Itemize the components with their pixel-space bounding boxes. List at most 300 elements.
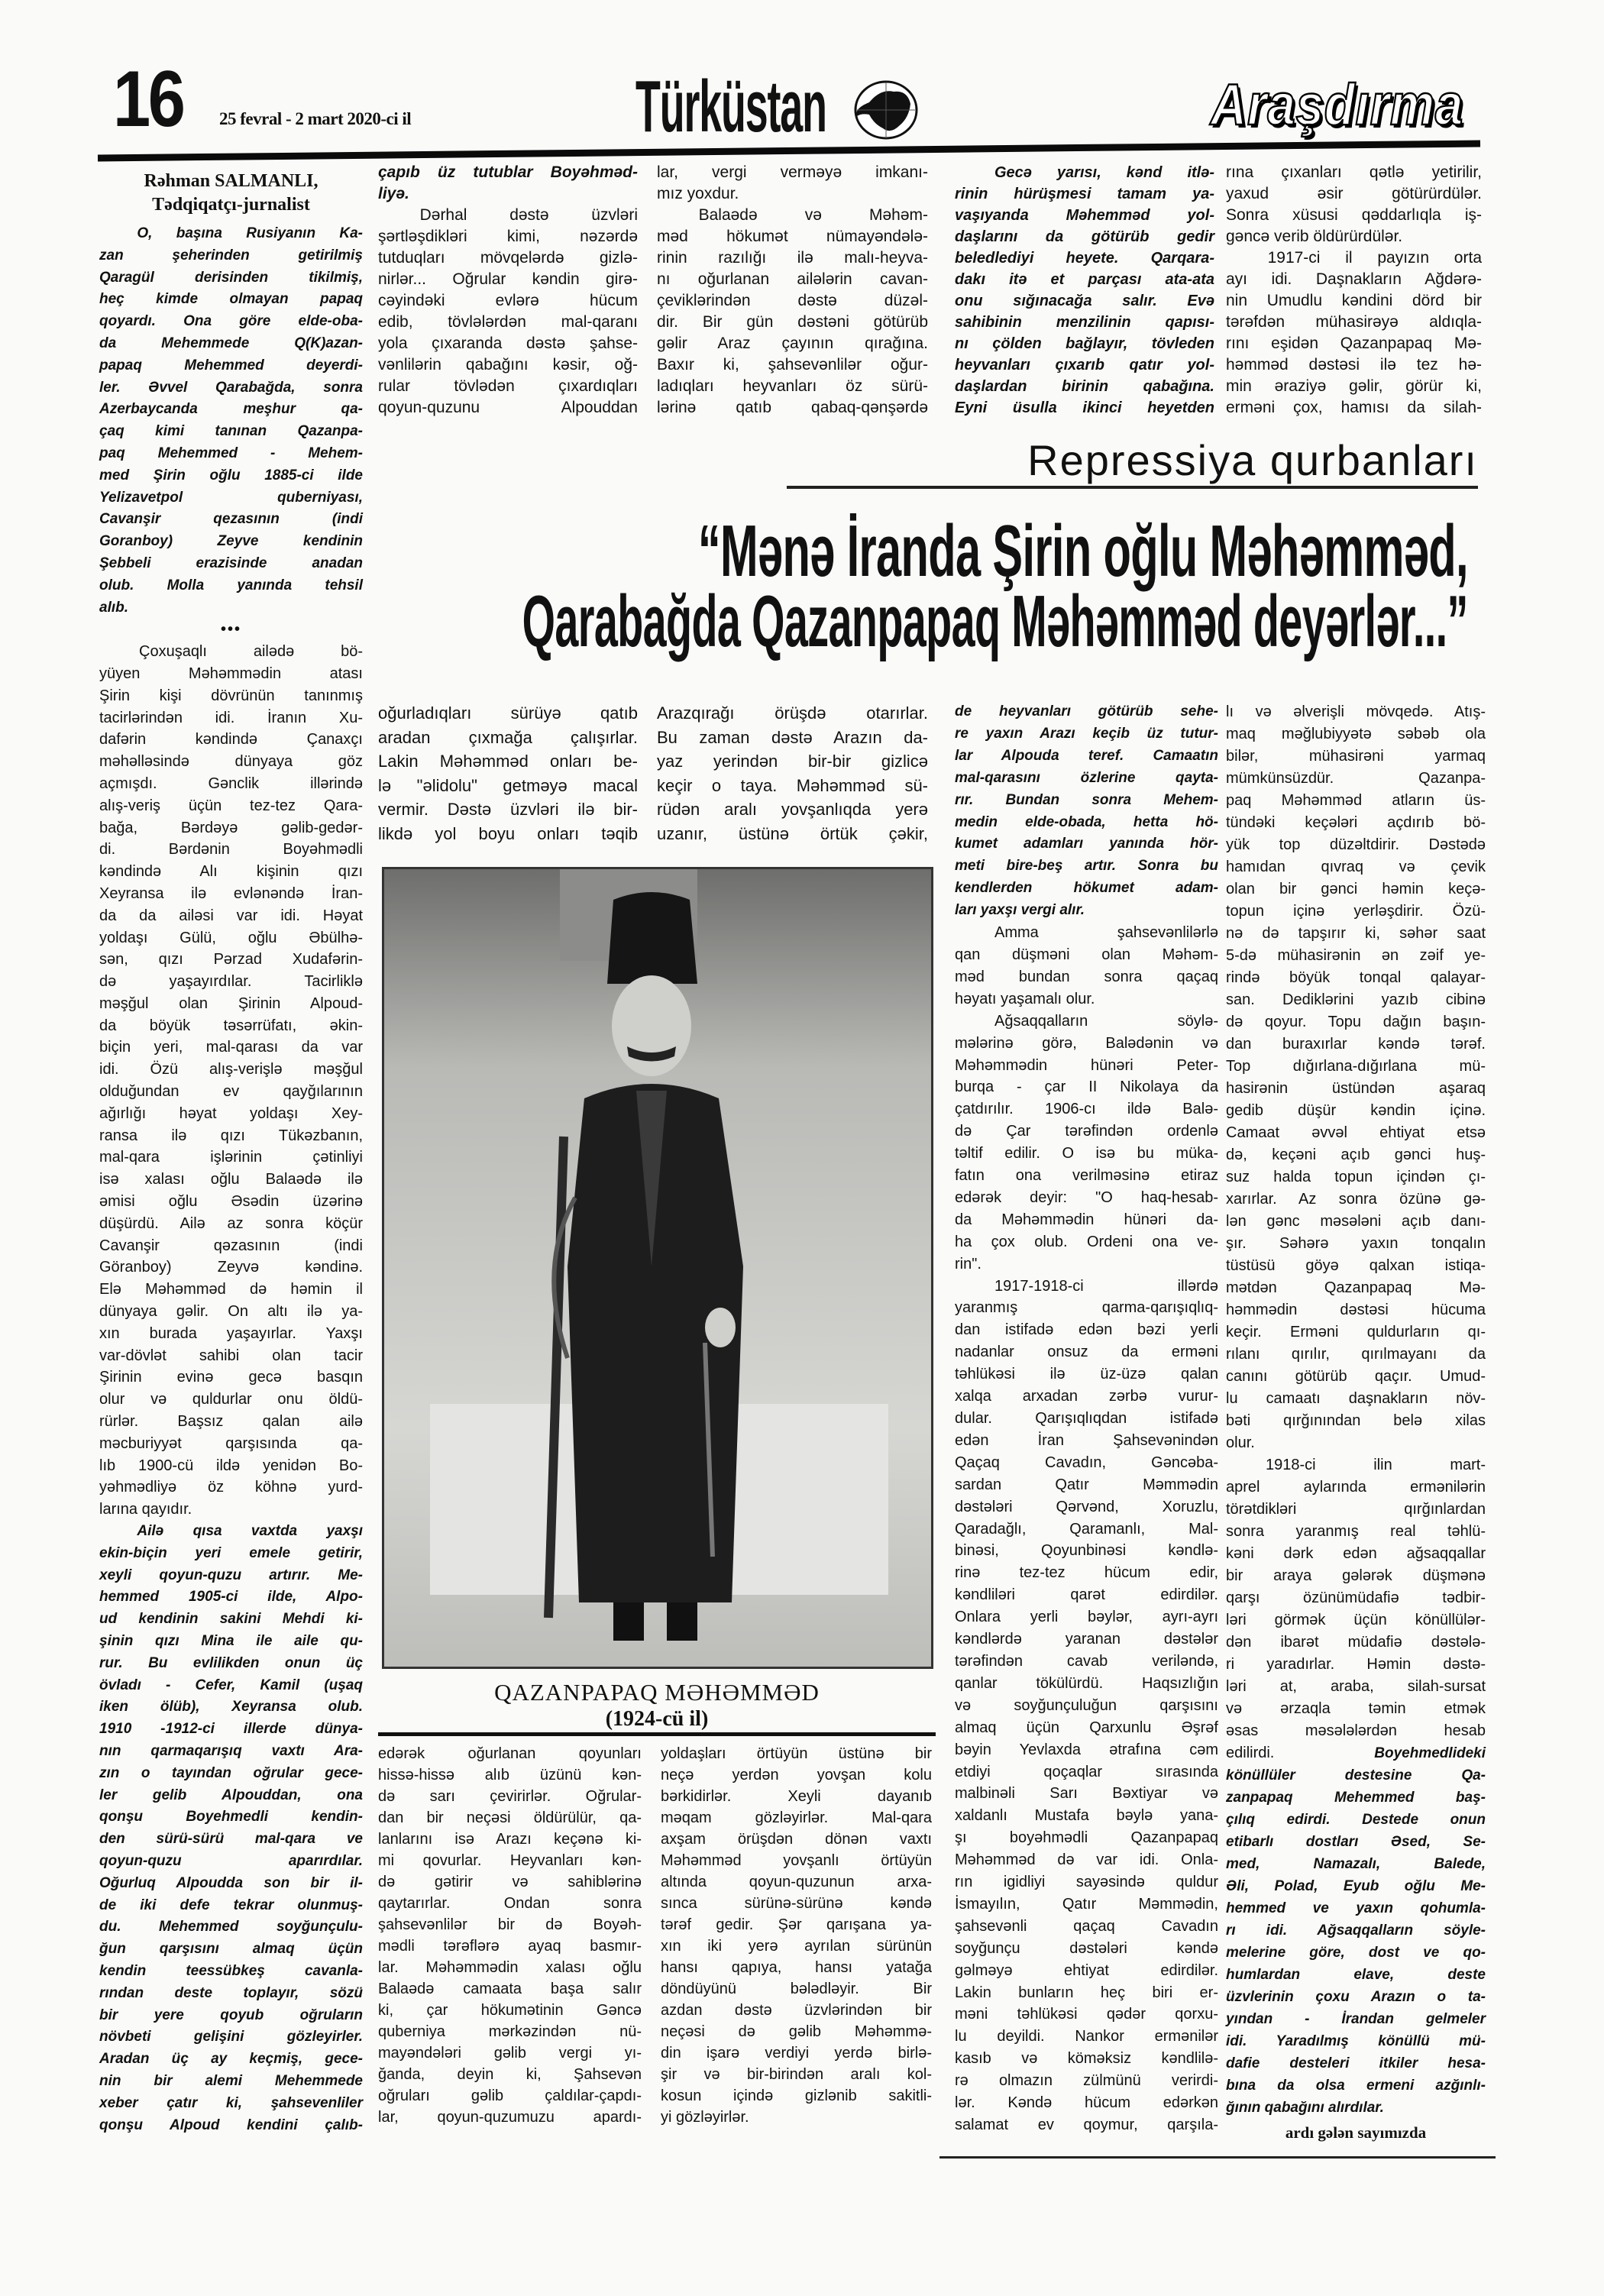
text-line: neçə yerdən yovşan kolu [661,1767,932,1783]
column-4-top [955,162,1214,419]
text-line: daşlarını da götürüb gedir [955,228,1214,245]
section-separator: ••• [220,621,241,639]
text-line: likdə yol boyu onları təqib [378,823,638,843]
paragraph [378,1743,642,2128]
text-line: dan bir neçəsi öldürülür, qa- [378,1809,642,1826]
text-line: med Şirin oğlu 1885-ci ilde [99,467,363,483]
text-line: şərtləşdikləri kimi, nəzərdə [378,228,638,245]
text-line: bına da olsa ermeni azğınlı- [1226,2078,1486,2094]
text-line: bilər, mühasirəni yarmaq [1226,748,1486,765]
text-line: gəlir Araz çayının qırağına. [657,335,928,352]
text-line: beledlediyi heyete. Qarqara- [955,250,1214,267]
text-line: Oğurluq Alpoudda son bir il- [99,1874,363,1891]
text-line: yoldaşları örtüyün üstünə bir [661,1745,932,1762]
text-line: nin Umudlu kəndini dörd bir [1226,292,1482,309]
text-line: xalqa arxadan zərbə vurur- [955,1388,1218,1405]
caption-rule [378,1732,936,1736]
text-line: dafərin kəndində Çanaxçı [99,731,363,749]
text-line: yoldaşı Gülü, oğlu Əbülhə- [99,929,363,946]
text-line: Məhəmməd yovşanlı örtüyün [661,1852,932,1869]
text-line: Çoxuşaqlı ailədə bö- [139,643,363,661]
text-line: daşlardan birinin qabağına. [955,378,1214,395]
text-line: qonşu Alpoud kendini çalıb- [99,2117,363,2133]
text-line: bir araya gələrək düşmənə [1226,1567,1486,1584]
text-line: idi. Özü alış-verişlə məşğul [99,1061,363,1078]
text-line: salamat ev qoymur, qarşıla- [955,2117,1218,2133]
text-line: Gecə yarısı, kənd itlə- [994,164,1214,181]
column-2-bottom [378,1743,642,2128]
text-line: heç kimde olmayan papaq [99,291,363,308]
text-line: de iki defe tekrar olunmuş- [99,1897,363,1913]
text-line: xeber çatır ki, şahsevenliler [99,2094,363,2111]
text-line: rində böyük tonqal qalayar- [1226,969,1486,986]
text-line: həyatı yaşamalı olur. [955,990,1095,1007]
text-line: törətdikləri qırğınlardan [1226,1501,1486,1518]
text-line: mayəndələri gəlib vergi yı- [378,2045,642,2062]
text-line: 1918-ci ilin mart- [1266,1457,1486,1473]
text-line: də Çar tərəfindən ordenlə [955,1123,1218,1140]
text-line: xaldanlı Mustafa bəylə yana- [955,1807,1218,1825]
text-line: kəndlərdə yaranan dəstələr [955,1631,1218,1648]
text-line: kəndliləri qarət edirdilər. [955,1586,1218,1604]
page-number: 16 [113,55,183,144]
text-line: də yaşayırdılar. Tacirliklə [99,973,363,991]
text-line: dan istifadə edən bəzi yerli [955,1321,1218,1339]
text-line: iken ölüb), Xeyransa olub. [99,1699,363,1716]
text-line: həmməd dəstəsi ilə tez hə- [1226,356,1482,374]
text-line: Onlara yerli bəylər, ayrı-ayrı [955,1609,1218,1626]
text-line: etdiyi qoçaqlar sırasında [955,1763,1218,1780]
text-line: xın iki yerə ayrılan sürünün [661,1938,932,1955]
text-line: ler. Əvvel Qarabağda, sonra [99,379,363,396]
text-line: mız yoxdur. [657,185,739,202]
paragraph [1226,1454,1486,2119]
text-line: sardan Qatır Məmmədin [955,1476,1218,1493]
text-line: Camaat əvvəl ehtiyat etsə [1226,1124,1486,1141]
text-line: hamıdan qıvraq və çevik [1226,859,1486,875]
text-line: paq Məhəmməd atların üs- [1226,792,1486,809]
text-line: oğurladıqları sürüyə qatıb [378,703,638,723]
text-line: larına qayıdır. [99,1501,192,1518]
text-line: dakı itə et parçası ata-ata [955,271,1214,288]
text-line: olan bir gənci həmin keçə- [1226,881,1486,897]
text-line: açmışdı. Gənclik illərində [99,774,363,792]
text-line: Lakin bunların heç biri er- [955,1984,1218,2001]
text-line: olur və quldurlar onu öldü- [99,1391,363,1408]
text-line: bərkidirlər. Xeyli dayanıb [661,1788,932,1805]
text-line: Balaədə camaata başa salır [378,1981,642,1997]
text-line: olur. [1226,1434,1255,1451]
text-line: keçir o taya. Məhəmməd sü- [657,775,928,795]
text-line: mal-qara işlərinin çətinliyi [99,1149,363,1166]
text-line: dir. Bir gün dəstəni götürüb [657,313,928,331]
text-line: almaq üçün Qarxunlu Əşrəf [955,1719,1218,1736]
text-line: re yaxın Arazı keçib üz tutur- [955,725,1218,742]
text-line: və ərzaqla təmin etmək [1226,1700,1486,1717]
paragraph [99,223,363,619]
column-3-top [657,162,928,419]
text-line: də, keçəni açıb gənci huş- [1226,1146,1486,1163]
text-line: Qaradağlı, Qaramanlı, Mal- [955,1520,1218,1538]
text-line: qaytarırlar. Ondan sonra [378,1895,642,1912]
text-line: rır. Bundan sonra Mehem- [955,791,1218,808]
text-line: kəndində Alı kişinin qızı [99,863,363,881]
text-line: altında qoyun-quzunun arxa- [661,1874,932,1890]
text-line: rürlər. Başsız qalan ailə [99,1413,363,1431]
text-line: dəstələri Qərvənd, Xoruzlu, [955,1498,1218,1515]
text-line: üzvlerinin çoxu Arazın o ta- [1226,1989,1486,2005]
text-line: olduğundan ev qayğılarının [99,1083,363,1101]
photo-caption-year: (1924-cü il) [605,1707,709,1731]
text-line: lə "əlidolu" getməyə macal [378,775,638,795]
text-line: edən İran Şahsevənindən [955,1431,1218,1449]
text-line: şahsevənlilər bir də Boyəh- [378,1916,642,1933]
text-line: yük top düzəltdirir. Dəstədə [1226,836,1486,853]
text-line: din işarə verdiyi yerdə birlə- [661,2045,932,2062]
paragraph [1226,162,1482,247]
text-line: Balaədə və Məhəm- [698,206,928,224]
text-line: ğının qabağını alırdılar. [1226,2100,1384,2116]
paragraph [657,701,928,846]
text-line: heyvanları çıxarıb qatır yol- [955,357,1214,374]
text-line: zan şeherinden getirilmiş [99,247,363,264]
text-line: lu camaatı daşnakların növ- [1226,1390,1486,1407]
text-line: binəsi, Qoyunbinəsi kəndlə- [955,1542,1218,1560]
text-line: də qoyur. Topu dağın başın- [1226,1014,1486,1030]
text-line: di. Bərdənin Boyəhmədli [99,841,363,859]
text-line: qoyun-quzu aparırdılar. [99,1852,363,1869]
text-line: lən gənc məsələni açıb danı- [1226,1213,1486,1230]
text-line: idi. Yaradılmış könüllü mü- [1226,2033,1486,2049]
text-line: tündəki keçələri açdırıb bö- [1226,814,1486,831]
text-line: azdan dəstə üzvlərindən bir [661,2002,932,2019]
text-line: min əraziyə gəlir, görür ki, [1226,377,1482,395]
paragraph [378,162,638,205]
text-line: məhəlləsində dünyaya göz [99,753,363,771]
text-line: yüyen Məhəmmədin atası [99,665,363,682]
text-line: nə də tapşırır ki, səhər saat [1226,925,1486,942]
text-line: rə olmazın zülmünü verirdi- [955,2072,1218,2090]
text-line: Yelizavetpol quberniyası, [99,489,363,506]
text-line: mətdən Qazanpapaq Mə- [1226,1279,1486,1296]
text-line: məqam gözləyirlər. Mal-qara [661,1809,932,1826]
text-line: şinin qızı Mina ile aile qu- [99,1633,363,1649]
text-line: Aradan üç ay keçmiş, gece- [99,2051,363,2068]
text-line: kasıb və köməksiz kəndlilə- [955,2050,1218,2068]
text-line: hemmed 1905-ci ilde, Alpo- [99,1589,363,1606]
text-line: rinin razılığı ilə malı-heyva- [657,249,928,267]
text-line: ud kendinin sakini Mehdi ki- [99,1611,363,1628]
text-line: rular tövlədən çıxardıqları [378,377,638,395]
text-line: zın o tayından oğrular gece- [99,1764,363,1781]
text-line: rüdən aralı yovşanlıqda yerə [657,800,928,819]
text-line: ğun qarşısını almaq üçün [99,1941,363,1958]
text-line: düşürdü. Ailə az sonra köçür [99,1214,363,1232]
text-line: qarşı özünümüdafiə tədbir- [1226,1589,1486,1606]
text-line: da Məhəmmədin hünəri da- [955,1211,1218,1228]
paragraph [955,162,1214,419]
text-line: məd hökumət nümayəndələ- [657,228,928,245]
text-line: Şirinin evinə gecə basqın [99,1369,363,1386]
text-line: İsmayılın, Qatır Məmmədin, [955,1895,1218,1913]
text-line: məşğul olan Şirinin Alpoud- [99,994,363,1012]
text-line: neçəsi də gəlib Məhəmmə- [661,2023,932,2040]
text-line: rılanı qırılır, qırılmayanı da [1226,1346,1486,1363]
text-line: Baxır ki, şahsevənlilər oğur- [657,356,928,374]
text-line: ayı idi. Daşnakların Ağdərə- [1226,270,1482,288]
text-line: lıb 1900-cü ildə yenidən Bo- [99,1457,363,1474]
paragraph [378,205,638,419]
text-line: Cavanşir qəzasının (indi [99,1237,363,1254]
text-line: med, Namazalı, Balede, [1226,1856,1486,1872]
text-line: tərəfdən mühasirəyə aldıqla- [1226,313,1482,331]
text-line: 1917-1918-ci illərdə [994,1277,1218,1295]
text-line: çatdırılır. 1906-cı ildə Balə- [955,1101,1218,1118]
text-line: əmisi oğlu Əsədin üzərinə [99,1193,363,1211]
text-line: ha çox olub. Ordeni ona ve- [955,1233,1218,1250]
text-line: axşam örüşdən dönən vaxtı [661,1831,932,1848]
text-line: gəlməyə ehtiyat edirdilər. [955,1961,1218,1979]
text-line: da Mehemmede Q(K)azan- [99,335,363,351]
text-line: yından - İrandan gelmeler [1226,2011,1486,2027]
text-line: lər. Kəndə hücum edərkən [955,2094,1218,2112]
text-line: dular. Qarışıqlıqdan istifadə [955,1410,1218,1427]
text-line: yəhmədliyə öz köhnə yurd- [99,1479,363,1496]
text-line: ekin-biçin yeri emele getirir, [99,1544,363,1561]
text-line: lərinə qatıb qabaq-qənşərdə [657,399,928,416]
text-line: lı və əlverişli mövqedə. Atış- [1226,703,1486,720]
text-line: məd bundan sonra qaçaq [955,968,1218,985]
text-line: hasirənin üstündən aşaraq [1226,1080,1486,1097]
text-line: gəncə verib öldürürdülər. [1226,228,1403,245]
bottom-rule [939,2156,1496,2159]
text-line: yaxud əsir götürürdülər. [1226,185,1482,202]
text-line: edərək deyir: "O haq-hesab- [955,1188,1218,1206]
text-line: edərək oğurlanan qoyunları [378,1745,642,1762]
text-line: melerine göre, dost ve qo- [1226,1945,1486,1961]
text-line: mədli tərəflərə ayaq basmır- [378,1938,642,1955]
paragraph [661,1743,932,2128]
paragraph [99,641,363,1521]
text-line: lar Alpouda teref. Camaatın [955,747,1218,764]
text-line: tərəf gedir. Şər qarışana ya- [661,1916,932,1933]
paragraph [955,701,1218,922]
text-line: fatın ona verilməsinə etiraz [955,1167,1218,1185]
text-line: soyğunçu dəstələri kəndə [955,1939,1218,1957]
text-line: ler gelib Alpouddan, ona [99,1787,363,1803]
text-line: lu deyildi. Nankor ermənilər [955,2028,1218,2045]
text-line: den sürü-sürü mal-qara ve [99,1831,363,1848]
text-line: kosun içində gizlənib sakitli- [661,2087,932,2104]
text-line: mələrinə görə, Balədənin və [955,1034,1218,1052]
text-line: cəyindəki evlərə hücum [378,292,638,309]
text-line: kendin teessübkeş cavanla- [99,1962,363,1979]
text-line: şahsevənli qaçaq Cavadın [955,1917,1218,1935]
text-line: rur. Bu evlilikden onun üç [99,1654,363,1671]
text-line: kəni dərk edən ağsaqqallar [1226,1545,1486,1562]
text-line: rını eşidən Qazanpapaq Mə- [1226,335,1482,352]
text-line: dan buraxırlar kəndə tərəf. [1226,1036,1486,1053]
text-line: Şirin kişi dövrünün tanınmış [99,687,363,704]
text-line: sən, qızı Pərzad Xudafərin- [99,951,363,969]
text-line: papaq Mehemmed deyerdi- [99,357,363,374]
text-line: məni təhlükəsi qədər qorxu- [955,2006,1218,2023]
text-line: edib, tövlələrdən mal-qaranı [378,313,638,331]
text-line: tacirlərindən idi. İranın Xu- [99,709,363,726]
text-line: dafie desteleri itkiler hesa- [1226,2055,1486,2071]
column-3-middle [657,701,928,846]
text-line: 1917-ci il payızın orta [1267,249,1482,267]
text-line: du. Mehemmed soyğunçulu- [99,1919,363,1935]
text-line: rinin hürüşmesi tamam ya- [955,186,1214,202]
text-line: lar, qoyun-quzumuzu apardı- [378,2109,642,2126]
text-line: suz halda topun içindən çı- [1226,1169,1486,1185]
text-line: Əli, Polad, Eyub oğlu Me- [1226,1878,1486,1894]
text-segment: edilirdi. [1226,1745,1375,1761]
column-3-bottom [661,1743,932,2128]
text-line: sınca sürünə-sürünə kəndə [661,1895,932,1912]
text-line: Ağsaqqalların söylə- [994,1012,1218,1030]
text-line: xeyli qoyun-quzu artırır. Me- [99,1567,363,1583]
text-line: liyə. [378,185,409,202]
text-line: oğruları gəlib çaldılar-çapdı- [378,2087,642,2104]
text-line: könüllüler destesine Qa- [1226,1767,1486,1783]
column-1 [99,170,363,2136]
text-line: də sarı çevirirlər. Oğrular- [378,1788,642,1805]
text-line: kumet adamları yanında hör- [955,836,1218,852]
text-line: Məhəmməd də var idi. Onla- [955,1851,1218,1869]
text-line: rına çıxanları qətlə yetirilir, [1226,163,1482,181]
author-name: Rəhman SALMANLI, [144,171,319,191]
text-line: dən ibarət müdafiə dəstələ- [1226,1634,1486,1651]
continued-note: ardı gələn sayımızda [1285,2123,1427,2142]
text-line: isə xalası oğlu Balaədə ilə [99,1171,363,1188]
text-line: də gətirir və sahiblərinə [378,1874,642,1890]
text-line: tüstüsü göyə qalxan istiqa- [1226,1257,1486,1274]
text-line: nı oğurlanan ailələrin cavan- [657,270,928,288]
text-line: nin bir alemi Mehemmede [99,2072,363,2089]
text-line: de heyvanları götürüb sehe- [955,703,1218,720]
photo-caption [378,1679,936,1732]
text-line: ki, çar hökumətinin Gəncə [378,2002,642,2019]
text-line: rin". [955,1255,981,1273]
text-line: sahibinin menzilinin qapısı- [955,314,1214,331]
headline-line-2: Qarabağda Qazanpapaq Məhəmməd deyərlər...” [522,580,1468,662]
text-line: çeviklərindən dəstə düzəl- [657,292,928,309]
text-line: çapıb üz tutublar Boyəhməd- [378,163,638,181]
portrait-image [384,869,931,1667]
text-line: ladıqları heyvanları öz sürü- [657,377,928,395]
text-line: erməni çox, hamısı da silah- [1226,399,1482,416]
text-line: Qaçaq Cavadın, Gəncəba- [955,1454,1218,1471]
text-line: övladı - Cefer, Kamil (uşaq [99,1677,363,1693]
text-line: Sonra xüsusi qəddarlıqla iş- [1226,206,1482,224]
text-line: növbeti gelişini gözleyirler. [99,2029,363,2045]
text-line: mümkünsüzdür. Qazanpa- [1226,770,1486,787]
column-2-top [378,162,638,419]
photo-caption-name: QAZANPAPAQ MƏHƏMMƏD [494,1679,820,1706]
text-line: xın burada yaşayırlar. Yaxşı [99,1324,363,1342]
text-line: nı çölden bağlayır, tövleden [955,335,1214,352]
text-line: xarırlar. Az sonra özünə gə- [1226,1191,1486,1208]
text-line: həmmədin dəstəsi hücuma [1226,1302,1486,1318]
paragraph [1226,247,1482,419]
text-line: san. Dediklərini yazıb cibinə [1226,991,1486,1008]
text-line: lar. Məhəmmədin xalası oğlu [378,1959,642,1976]
text-line: yola çıxaranda dəstə şahse- [378,335,638,352]
text-line: lanlarını isə Arazı keçənə ki- [378,1831,642,1848]
text-line: meti bire-beş artır. Sonra bu [955,858,1218,875]
text-line: zanpapaq Mehemmed baş- [1226,1790,1486,1806]
text-line: keçir. Erməni quldurların qı- [1226,1324,1486,1340]
issue-date: 25 fevral - 2 mart 2020-ci il [219,109,412,128]
text-line: ransa ilə qızı Tükəzbanın, [99,1127,363,1144]
text-line: bir yere qoyub oğruların [99,2007,363,2023]
text-line: qonşu Boyehmedli kendin- [99,1809,363,1825]
text-line: olub. Molla yanında tehsil [99,577,363,593]
text-line: məcburiyyət qarşısında qa- [99,1434,363,1452]
text-line: hissə-hissə alıb üzünü kən- [378,1767,642,1783]
masthead-title: Türküstan [635,66,826,147]
text-line: ağırlığı həyat yoldaşı Xey- [99,1104,363,1122]
text-line: aradan çıxmağa çalışırlar. [378,727,638,747]
portrait-photo [382,867,933,1669]
text-line: mi qovurlar. Heyvanları kən- [378,1852,642,1869]
text-line: aprel aylarında ermənilərin [1226,1479,1486,1496]
text-line: alış-veriş üçün tez-tez Qara- [99,797,363,814]
text-line: şı boyəhmədli Qazanpapaq [955,1829,1218,1847]
text-line: 5-də mühasirənin ən zəif ye- [1226,947,1486,964]
text-line: yi gözləyirlər. [661,2109,749,2126]
text-line: lar, vergi verməyə imkanı- [657,163,928,181]
text-line: paq Mehemmed - Mehem- [99,445,363,461]
text-line: nadanlar onsuz da erməni [955,1344,1218,1361]
column-2-middle [378,701,638,846]
text-line: rın igidliyi sayəsində quldur [955,1874,1218,1891]
text-line: uzanır, üstünə örtük çəkir, [657,823,928,843]
text-line: malbinəli Sarı Bəxtiyar və [955,1785,1218,1803]
text-line: Azerbaycanda meşhur qa- [99,401,363,418]
column-4-main [955,701,1218,2136]
text-line: rı idi. Ağsaqqalların söyle- [1226,1922,1486,1939]
text-line: qanlar tökülürdü. Haqsızlığın [955,1674,1218,1692]
text-line: burqa - çar II Nikolaya da [955,1078,1218,1096]
text-line: tutduqları mövqelərdə gizlə- [378,249,638,267]
text-line: etibarlı dostları Əsed, Se- [1226,1834,1486,1850]
author-role: Tədqiqatçı-jurnalist [152,195,310,215]
paragraph [955,1276,1218,2136]
text-line: hemmed ve yaxın qohumla- [1226,1900,1486,1916]
text-line: vaşıyanda Məhemməd yol- [955,207,1214,224]
text-line: onu sığınacağa salır. Evə [955,293,1214,309]
text-line: medin elde-obada, hetta hö- [955,813,1218,830]
section-title: Araşdırma [1211,73,1464,137]
text-line: dünyaya gəlir. On altı ilə ya- [99,1303,363,1321]
text-line: alıb. [99,599,129,616]
text-line: çılıq edirdi. Destede onun [1226,1812,1486,1828]
text-line: yaranmış qarma-qarışıqlıq- [955,1299,1218,1317]
text-line: ğanda, deyin ki, Şahsevən [378,2066,642,2083]
text-line: Qaragül derisinden tikilmiş, [99,269,363,286]
text-line: canını götürüb qaçır. Umud- [1226,1368,1486,1385]
text-line: Lakin Məhəmməd onları be- [378,752,638,771]
text-line: da böyük təsərrüfatı, əkin- [99,1017,363,1034]
article-kicker: Repressiya qurbanları [787,437,1478,489]
column-5-top [1226,162,1482,419]
text-line: vənlilərin qabağını kəsir, oğ- [378,356,638,374]
paragraph [657,205,928,419]
text-line: maq məğlubiyyətə səbəb ola [1226,726,1486,742]
